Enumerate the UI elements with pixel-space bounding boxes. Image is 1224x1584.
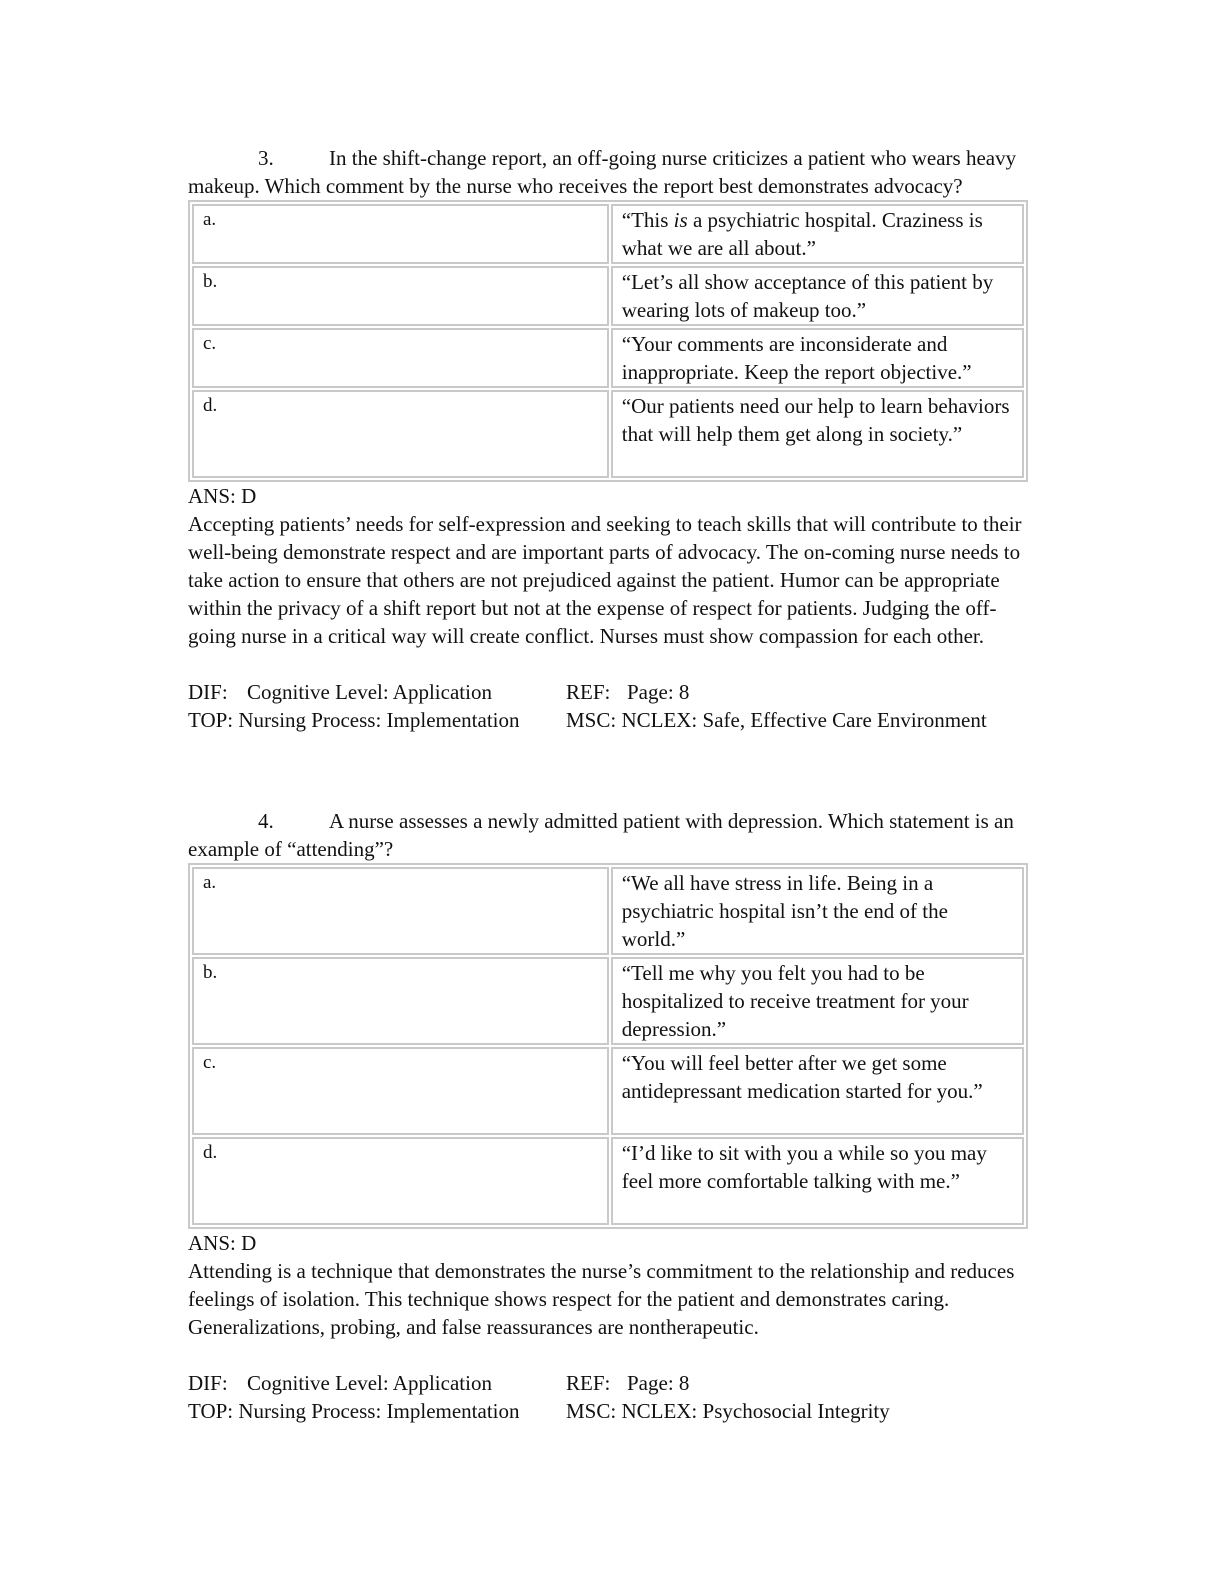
- choice-text: “Your comments are inconsiderate and inappropriate. Keep the report objective.”: [611, 328, 1024, 388]
- ref-label: REF:: [566, 680, 611, 704]
- dif-value: Cognitive Level: Application: [247, 680, 492, 704]
- dif-label: DIF:: [188, 680, 228, 704]
- question-number: 4.: [258, 809, 274, 833]
- question-text: In the shift-change report, an off-going nurse criticizes a patient who wears heavy makeup. Which comment by the nurse who receives the report best demonstrates advocacy?: [188, 146, 1017, 198]
- choice-row: [192, 867, 1024, 955]
- choice-row: [192, 1137, 1024, 1225]
- question-stem: [188, 807, 1028, 863]
- choice-text: “Tell me why you felt you had to be hospitalized to receive treatment for your depression.”: [611, 957, 1024, 1045]
- choice-letter: d.: [192, 1137, 609, 1225]
- topic: TOP: Nursing Process: Implementation: [188, 708, 520, 732]
- question-3: [188, 144, 1028, 734]
- choices-table: [188, 200, 1028, 482]
- ref-value: Page: 8: [627, 680, 690, 704]
- question-number: 3.: [258, 146, 274, 170]
- topic: TOP: Nursing Process: Implementation: [188, 1399, 520, 1423]
- rationale: Attending is a technique that demonstrates the nurse’s commitment to the relationship and reduces feelings of isolation. This technique shows respect for the patient and demonstrates caring. Generalizations, probing, and false reassurances are nontherapeutic.: [188, 1259, 1015, 1339]
- rationale: Accepting patients’ needs for self-expression and seeking to teach skills that will contribute to their well-being demonstrate respect and are important parts of advocacy. The on-coming nurse needs to take action to ensure that others are not prejudiced against the patient. Humor can be appropriate within the privacy of a shift report but not at the expense of respect for patients. Judging the off-going nurse in a critical way will create conflict. Nurses must show compassion for each other.: [188, 512, 1022, 648]
- choice-text: “Our patients need our help to learn behaviors that will help them get along in society.”: [611, 390, 1024, 478]
- choice-row: [192, 266, 1024, 326]
- choice-letter: b.: [192, 957, 609, 1045]
- choice-text: “Let’s all show acceptance of this patient by wearing lots of makeup too.”: [611, 266, 1024, 326]
- choice-row: [192, 204, 1024, 264]
- answer-key: ANS: D: [188, 484, 257, 508]
- choice-letter: c.: [192, 1047, 609, 1135]
- choice-text: “You will feel better after we get some antidepressant medication started for you.”: [611, 1047, 1024, 1135]
- choice-emphasis: is: [673, 208, 688, 232]
- choice-text: “I’d like to sit with you a while so you may feel more comfortable talking with me.”: [611, 1137, 1024, 1225]
- ref-label: REF:: [566, 1371, 611, 1395]
- choice-letter: b.: [192, 266, 609, 326]
- question-4: [188, 807, 1028, 1425]
- question-text: A nurse assesses a newly admitted patient with depression. Which statement is an example of “attending”?: [188, 809, 1014, 861]
- choice-letter: c.: [192, 328, 609, 388]
- ref-value: Page: 8: [627, 1371, 690, 1395]
- choices-table: [188, 863, 1028, 1229]
- dif-label: DIF:: [188, 1371, 228, 1395]
- choice-letter: d.: [192, 390, 609, 478]
- choice-letter: a.: [192, 867, 609, 955]
- msc: MSC: NCLEX: Safe, Effective Care Environment: [566, 708, 987, 732]
- choice-row: [192, 957, 1024, 1045]
- answer-key: ANS: D: [188, 1231, 257, 1255]
- question-stem: [188, 144, 1028, 200]
- choice-row: [192, 328, 1024, 388]
- question-metadata: [188, 1369, 1028, 1425]
- choice-row: [192, 390, 1024, 478]
- choice-text: “This is a psychiatric hospital. Craziness is what we are all about.”: [611, 204, 1024, 264]
- dif-value: Cognitive Level: Application: [247, 1371, 492, 1395]
- choice-letter: a.: [192, 204, 609, 264]
- choice-row: [192, 1047, 1024, 1135]
- choice-text: “We all have stress in life. Being in a psychiatric hospital isn’t the end of the world.”: [611, 867, 1024, 955]
- question-metadata: [188, 678, 1028, 734]
- msc: MSC: NCLEX: Psychosocial Integrity: [566, 1399, 890, 1423]
